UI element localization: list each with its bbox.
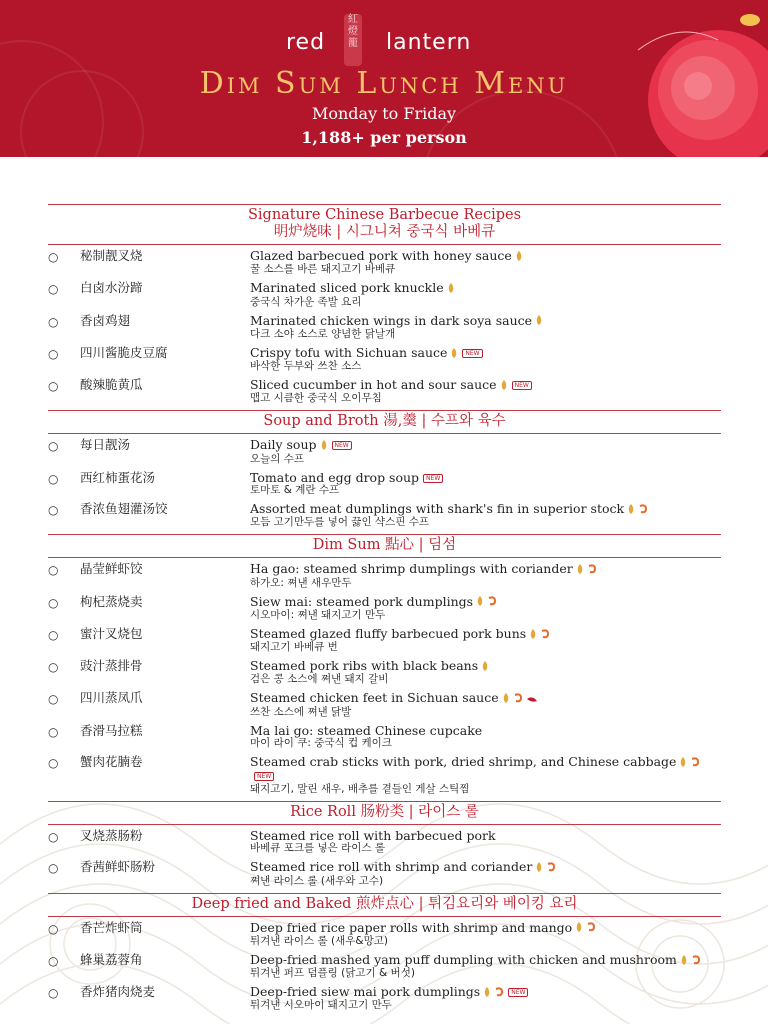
dish-name-chinese: 每日靓汤 [80,437,131,453]
shrimp-icon [513,692,523,706]
circle-bullet-icon: ○ [48,724,59,739]
shrimp-icon [540,628,550,642]
brand-right: lantern [386,30,472,55]
menu-header [0,0,768,157]
circle-bullet-icon: ○ [48,921,59,936]
price-per-person: 1,188+ per person [301,128,467,147]
dish-name-english: Assorted meat dumplings with shark's fin in superior stock [250,501,625,516]
dish-name-english: Glazed barbecued pork with honey sauce [250,248,512,263]
dish-name-chinese: 四川蒸凤爪 [80,690,143,706]
menu-item [48,755,721,795]
section-subtitle: 湯,羹 | 수프와 육수 [383,413,506,430]
dish-name-chinese: 西红柿蛋花汤 [80,469,156,485]
menu-item [48,378,721,404]
circle-bullet-icon: ○ [48,314,59,329]
dish-name-english: Marinated chicken wings in dark soya sauce [250,312,533,328]
dish-name-korean: 하가오: 쪄낸 새우만두 [250,576,352,589]
chili-icon [526,692,538,706]
circle-bullet-icon: ○ [48,756,59,770]
new-badge: NEW [462,349,482,358]
shrimp-icon [587,563,597,577]
circle-bullet-icon: ○ [48,282,59,297]
section-header [48,801,721,825]
dish-name-chinese: 蜂巢荔蓉角 [80,951,143,967]
honey-icon [502,692,510,706]
circle-bullet-icon: ○ [48,471,59,486]
section-title: Rice Roll [290,803,356,820]
honey-icon [481,660,489,674]
dish-name-korean: 시오마이: 쪄낸 돼지고기 만두 [250,608,386,621]
dish-name-chinese: 豉汁蒸排骨 [80,658,143,673]
honey-icon [535,861,543,875]
dish-name-chinese: 香芒炸虾筒 [80,919,143,935]
dish-name-chinese: 香茜鲜虾肠粉 [80,859,156,875]
dish-name-chinese: 酸辣脆黄瓜 [80,377,143,392]
honey-icon [679,756,687,770]
menu-item [48,953,721,979]
menu-item [48,627,721,653]
dish-name-english: Deep fried rice paper rolls with shrimp and mango [250,919,573,935]
section-title: Signature Chinese Barbecue Recipes [247,207,522,223]
menu-item [48,921,721,947]
section-subtitle: 明炉烧味 | 시그니쳐 중국식 바베큐 [273,224,496,240]
dish-name-chinese: 白卤水汾蹄 [80,280,143,296]
dish-name-english: Steamed rice roll with shrimp and coriander [250,859,533,875]
menu-item [48,595,721,621]
honey-icon [529,628,537,642]
new-badge: NEW [423,474,443,483]
honey-icon [483,986,491,1000]
section-header [48,534,721,558]
dish-name-english: Deep-fried mashed yam puff dumpling with chicken and mushroom [250,951,677,967]
section-header [48,204,721,245]
new-badge: NEW [332,441,352,450]
dish-name-english: Ha gao: steamed shrimp dumplings with coriander [250,561,573,577]
honey-icon [576,563,584,577]
section-title: Deep fried and Baked [191,895,352,912]
section-header [48,410,721,434]
circle-bullet-icon: ○ [48,439,59,454]
menu-item [48,724,721,750]
menu-item [48,562,721,588]
menu-item [48,438,721,464]
dish-name-chinese: 叉烧蒸肠粉 [80,827,143,843]
dish-name-chinese: 枸杞蒸烧卖 [80,593,143,609]
page-title: Dim Sum Lunch Menu [199,66,569,101]
dish-name-korean: 돼지고기, 말린 새우, 배추를 곁들인 게살 스틱찜 [250,782,470,795]
availability-days: Monday to Friday [311,104,457,123]
dish-name-korean: 맵고 시큼한 중국식 오이무침 [250,392,382,405]
menu-item [48,281,721,307]
section-title: Dim Sum [312,537,381,554]
menu-item [48,659,721,685]
dish-name-chinese: 秘制靓叉烧 [80,248,143,263]
circle-bullet-icon: ○ [48,595,59,610]
circle-bullet-icon: ○ [48,503,59,517]
circle-bullet-icon: ○ [48,563,59,578]
dish-name-korean: 검은 콩 소스에 쪄낸 돼지 갈비 [250,673,389,686]
circle-bullet-icon: ○ [48,829,59,844]
dish-name-english: Crispy tofu with Sichuan sauce [250,344,448,360]
dish-name-chinese: 香卤鸡翅 [80,312,131,328]
dish-name-chinese: 蜜汁叉烧包 [80,625,143,641]
honey-icon [575,921,583,935]
circle-bullet-icon: ○ [48,346,59,361]
dish-name-korean: 토마토 & 계란 수프 [250,484,340,496]
menu-item [48,249,721,275]
section-subtitle: 點心 | 딤섬 [385,537,457,554]
shrimp-icon [546,861,556,875]
honey-icon [680,954,688,968]
dish-name-english: Tomato and egg drop soup [250,469,420,485]
dish-name-korean: 중국식 차가운 족발 요리 [250,295,362,308]
dish-name-korean: 쓰찬 소스에 쪄낸 닭발 [250,705,352,718]
circle-bullet-icon: ○ [48,250,59,264]
dish-name-chinese: 蟹肉花腩卷 [80,754,143,769]
dish-name-english: Marinated sliced pork knuckle [250,280,444,296]
dish-name-korean: 돼지고기 바베큐 번 [250,641,338,653]
honey-icon [500,379,508,393]
dish-name-chinese: 香浓鱼翅灌汤饺 [80,501,168,516]
dish-name-english: Deep-fried siew mai pork dumplings [250,984,481,999]
menu-item [48,860,721,886]
dish-name-korean: 마이 라이 쿠: 중국식 컵 케이크 [250,737,392,749]
dish-name-english: Sliced cucumber in hot and sour sauce [250,377,497,392]
dish-name-english: Steamed glazed fluffy barbecued pork buns [250,625,527,641]
section-subtitle: 煎炸点心 | 튀김요리와 베이킹 요리 [356,895,578,912]
dish-name-chinese: 晶莹鲜虾饺 [80,561,143,577]
shrimp-icon [586,921,596,935]
section-header [48,893,721,917]
dish-name-korean: 모듬 고기만두를 넣어 끓인 샥스핀 수프 [250,516,429,529]
menu-body [48,204,721,1017]
dish-name-korean: 바베큐 포크를 넣은 라이스 롤 [250,842,386,855]
menu-item [48,691,721,717]
menu-item [48,829,721,855]
shrimp-icon [691,954,701,968]
circle-bullet-icon: ○ [48,861,59,876]
new-badge: NEW [254,772,274,781]
honey-icon [627,503,635,517]
dish-name-english: Siew mai: steamed pork dumplings [250,593,474,609]
menu-item [48,471,721,497]
menu-item [48,346,721,372]
section-title: Soup and Broth [263,413,379,430]
dish-name-korean: 다크 소야 소스로 양념한 닭날개 [250,327,396,340]
dish-name-korean: 튀겨낸 시오마이 돼지고기 만두 [250,999,392,1012]
honey-icon [515,250,523,264]
dish-name-korean: 오늘의 수프 [250,452,305,465]
menu-item [48,985,721,1011]
dish-name-korean: 쪄낸 라이스 롤 (새우와 고수) [250,874,384,887]
dish-name-korean: 튀겨낸 라이스 롤 (새우&망고) [250,934,388,947]
honey-icon [476,595,484,609]
section-subtitle: 肠粉类 | 라이스 롤 [360,803,479,820]
circle-bullet-icon: ○ [48,953,59,968]
dish-name-korean: 튀겨낸 퍼프 덤플링 (닭고기 & 버섯) [250,967,415,979]
honey-icon [535,314,543,328]
decorative-dot [740,14,760,26]
shrimp-icon [494,986,504,1000]
circle-bullet-icon: ○ [48,627,59,642]
dish-name-english: Steamed chicken feet in Sichuan sauce [250,690,499,706]
circle-bullet-icon: ○ [48,379,59,393]
dish-name-chinese: 香炸猪肉烧麦 [80,984,156,999]
new-badge: NEW [508,988,528,997]
shrimp-icon [487,595,497,609]
dish-name-chinese: 香滑马拉糕 [80,722,143,738]
honey-icon [320,439,328,453]
circle-bullet-icon: ○ [48,986,59,1000]
shrimp-icon [690,756,700,770]
dish-name-korean: 바삭한 두부와 쓰찬 소스 [250,360,362,372]
menu-item [48,502,721,528]
circle-bullet-icon: ○ [48,692,59,707]
shrimp-icon [638,503,648,517]
dish-name-english: Steamed rice roll with barbecued pork [250,827,496,843]
lantern-logo: 紅 燈 籠 [344,14,362,66]
dish-name-chinese: 四川酱脆皮豆腐 [80,344,168,360]
dish-name-korean: 꿀 소스를 바른 돼지고기 바베큐 [250,263,396,276]
dish-name-english: Ma lai go: steamed Chinese cupcake [250,722,483,738]
dish-name-english: Steamed pork ribs with black beans [250,658,479,673]
dish-name-english: Steamed crab sticks with pork, dried shrimp, and Chinese cabbage [250,754,677,769]
honey-icon [450,347,458,361]
dish-name-english: Daily soup [250,437,317,453]
new-badge: NEW [512,381,532,390]
brand-left: red [286,30,326,55]
circle-bullet-icon: ○ [48,660,59,674]
honey-icon [447,282,455,296]
menu-item [48,314,721,340]
